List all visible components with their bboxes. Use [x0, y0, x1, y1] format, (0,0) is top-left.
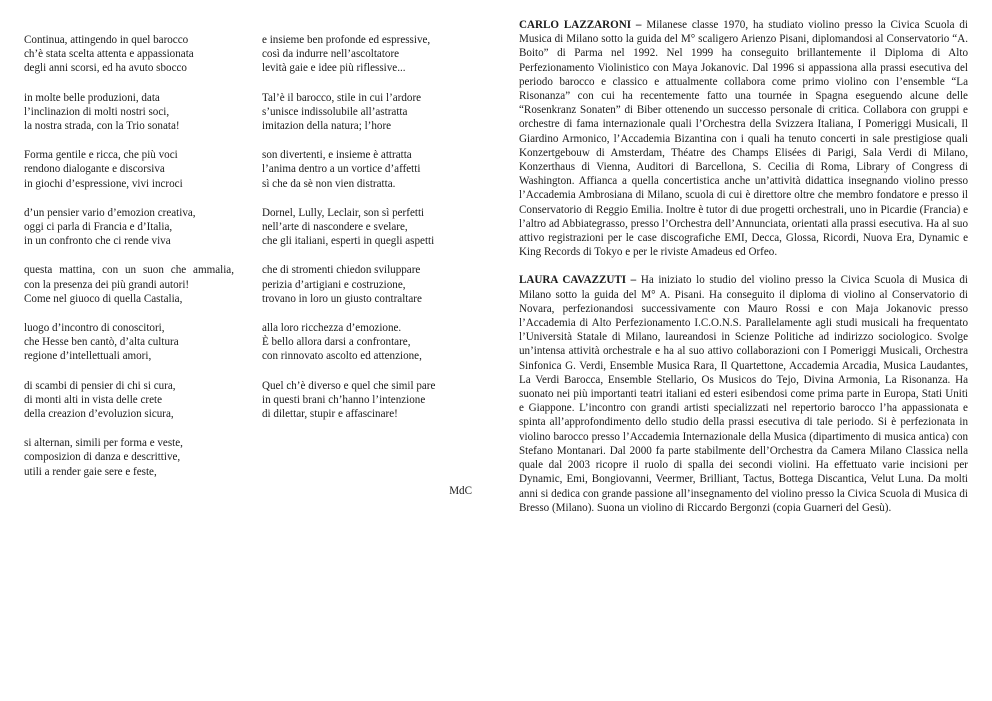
poem-line: alla loro ricchezza d’emozione.: [262, 322, 402, 335]
bio-laura-cavazzuti: [519, 273, 968, 514]
poem-stanza: [262, 206, 477, 249]
poem-line: di dilettar, stupir e affascinare!: [262, 408, 398, 421]
poem-stanza: [24, 33, 234, 76]
poem-line: l’inclinazion di molti nostri soci,: [24, 105, 170, 118]
poem-stanza: [262, 263, 477, 306]
poem-line: utili a render gaie sere e feste,: [24, 465, 157, 478]
poem-line: Forma gentile e ricca, che più voci: [24, 149, 178, 162]
poem-line: ch’è stata scelta attenta e appassionata: [24, 48, 194, 61]
poem-line: che Hesse ben cantò, d’alta cultura: [24, 336, 179, 349]
poem-line: l’anima dentro a un vortice d’affetti: [262, 163, 421, 176]
bio-name: LAURA CAVAZZUTI –: [519, 274, 637, 287]
poem-stanza: [262, 33, 477, 76]
poem-line: d’un pensier vario d’emozion creativa,: [24, 206, 196, 219]
poem-line: questa mattina, con un suon che ammalia,: [24, 264, 234, 277]
poem-line: imitazion della natura; l’hore: [262, 120, 392, 133]
poem-line: oggi ci parla di Francia e d’Italia,: [24, 221, 173, 234]
poem-line: in un confronto che ci rende viva: [24, 235, 171, 248]
poem-line: levità gaie e idee più riflessive...: [262, 62, 406, 75]
bio-name: CARLO LAZZARONI –: [519, 19, 642, 31]
poem-line: che gli italiani, esperti in quegli aspetti: [262, 235, 435, 248]
poem-line: Continua, attingendo in quel barocco: [24, 34, 189, 46]
poem-line: Quel ch’è diverso e quel che simil pare: [262, 379, 436, 392]
poem-line: in giochi d’espressione, vivi incroci: [24, 177, 183, 190]
poem-stanza: [24, 91, 234, 134]
poem-line: trovano in loro un giusto contraltare: [262, 292, 422, 305]
poem-line: così da indurre nell’ascoltatore: [262, 48, 400, 61]
poem-stanza: [24, 436, 234, 479]
biographies: [519, 18, 968, 529]
poem-line: di scambi di pensier di chi si cura,: [24, 379, 176, 392]
bio-carlo-lazzaroni: [519, 18, 968, 259]
poem-line: perizia d’artigiani e costruzione,: [262, 278, 406, 291]
poem-line: nell’arte di nascondere e svelare,: [262, 221, 408, 234]
poem-line: composizion di danza e descrittive,: [24, 451, 181, 464]
poem-line: regione d’intellettuali amori,: [24, 350, 152, 363]
poem-line: Come nel giuoco di quella Castalia,: [24, 292, 183, 305]
poem-stanza: [262, 91, 477, 134]
poem-line: È bello allora darsi a confrontare,: [262, 336, 411, 349]
bio-text: Milanese classe 1970, ha studiato violino presso la Civica Scuola di Musica di Milano sotto la guida del M° scaligero Arienzo Pisani, diplomandosi al Conservatorio “A. Boito” di Parma nel 1992. Nel 1999 ha conseguito brillantemente il Diploma di Alto Perfezionamento Violinistico con Maya Jokanovic. Dal 1996 si appassiona alla prassi esecutiva del periodo barocco e classico e attualmente collabora come primo violino con l’ensemble “La Risonanza” con cui ha recentemente fatto una tournée in Spagna eseguendo alcune delle “Rosenkranz Sonaten” di Biber ottenendo un successo personale di critica. Collabora con gruppi e orchestre di fama internazionale quali l’Orchestra della Svizzera Italiana, I Pomeriggi Musicali, Il Giardino Armonico, l’Accademia Bizantina con i quali ha tenuto concerti in sale prestigiose quali Konzertgebouw di Amsterdam, Théatre des Champs Elisées di Parigi, Sala Verdi di Milano, Konzerthaus di Vienna, Auditori di Barcellona, S. Cecilia di Roma, Library of Congress di Washington. Affianca a quella concertistica anche un’attività didattica insegnando violino presso l’Accademia Ambrosiana di Milano, scuola di cui è direttore oltre che membro fondatore e presso il Conservatorio di Reggio Emilia. Inoltre è tutor di due progetti orchestrali, uno in Picardie (Francia) e l’altro ad Abbiategrasso, presso l’Orchestra dell’Annunciata, orientati alla prassi esecutiva. Ha al suo attivo registrazioni per le case discografiche EMI, Decca, Glossa, Ricordi, Nuova Era, Dynamic e King Records di Tokyo e per le riviste Amadeus ed Orfeo.: [519, 19, 968, 259]
poem-column-left: [24, 33, 234, 494]
poem-line: luogo d’incontro di conoscitori,: [24, 322, 165, 335]
poem-line: rendono dialogante e discorsiva: [24, 163, 165, 176]
poem-stanza: [262, 148, 477, 191]
poem-line: e insieme ben profonde ed espressive,: [262, 34, 431, 46]
poem-line: la nostra strada, con la Trio sonata!: [24, 120, 180, 133]
poem-stanza: [24, 206, 234, 249]
poem-stanza: [24, 148, 234, 191]
poem-line: Tal’è il barocco, stile in cui l’ardore: [262, 91, 422, 104]
poem-stanza: [24, 379, 234, 422]
poem-line: sì che da sè non vien distratta.: [262, 177, 396, 190]
poem-signature: MdC: [449, 485, 472, 497]
poem-line: son divertenti, e insieme è attratta: [262, 149, 412, 162]
poem-line: s’unisce indissolubile all’astratta: [262, 105, 408, 118]
poem-line: di monti alti in vista delle crete: [24, 393, 163, 406]
poem-stanza: [24, 321, 234, 364]
poem-line: con rinnovato ascolto ed attenzione,: [262, 350, 422, 363]
poem-stanza: [262, 379, 477, 422]
bio-text: Ha iniziato lo studio del violino presso la Civica Scuola di Musica di Milano sotto la guida del M° A. Pisani. Ha conseguito il diploma di violino al Conservatorio di Novara, perfezionandosi successivamente con Mauro Rossi e con Maja Jokanovic presso l’Accademia di Alto Perfezionamento I.C.O.N.S. Parallelamente agli studi musicali ha frequentato l’Università Statale di Milano, laureandosi in Scienze Politiche ad indirizzo sociologico. Svolge un’intensa attività orchestrale e ha al suo attivo collaborazioni con I Pomeriggi Musicali, Orchestra Sinfonica G. Verdi, Ensemble Musica Rara, Il Quartettone, Accademia Arcadia, Musica Laudantes, La Verdi Barocca, Ensemble Stellario, Os Musicos do Tejo, Divina Armonia, La Risonanza. Ha suonato nei più importanti teatri italiani ed esteri esibendosi come prima parte in Europa, Stati Uniti e Giappone. L’incontro con grandi artisti specializzati nel repertorio barocco l’ha appassionata e spinta all’approfondimento dello studio della prassi esecutiva di tale periodo. Si è perfezionata in violino barocco presso l’Accademia Internazionale della Musica (dipartimento di musica antica) con Stefano Montanari. Dal 2000 fa parte stabilmente dell’Orchestra da Camera Milano Classica nella quale dal 2003 ricopre il ruolo di spalla dei secondi violini. Ha effettuato varie incisioni per Dynamic, Emi, Bongiovanni, Veermer, Brilliant, Tactus, Bottega Discantica, Velut Luna. Da molti anni si dedica con grande passione all’insegnamento del violino presso la Civica Scuola di Musica di Bresso (Milano). Suona un violino di Riccardo Bergonzi (copia Guarneri del Gesù).: [519, 274, 968, 514]
poem-line: degli anni scorsi, ed ha avuto sbocco: [24, 62, 187, 75]
poem-line: con la presenza dei più grandi autori!: [24, 278, 190, 291]
poem-line: Dornel, Lully, Leclair, son sì perfetti: [262, 206, 425, 219]
poem-line: della creazion d’evoluzion sicura,: [24, 408, 174, 421]
poem-stanza: [262, 321, 477, 364]
poem-line: in molte belle produzioni, data: [24, 91, 160, 104]
poem-line: che di stromenti chiedon sviluppare: [262, 264, 421, 277]
poem-line: si alternan, simili per forma e veste,: [24, 437, 183, 450]
poem-line: in questi brani ch’hanno l’intenzione: [262, 393, 426, 406]
poem-column-middle: [262, 33, 477, 436]
poem-stanza: [24, 263, 234, 306]
